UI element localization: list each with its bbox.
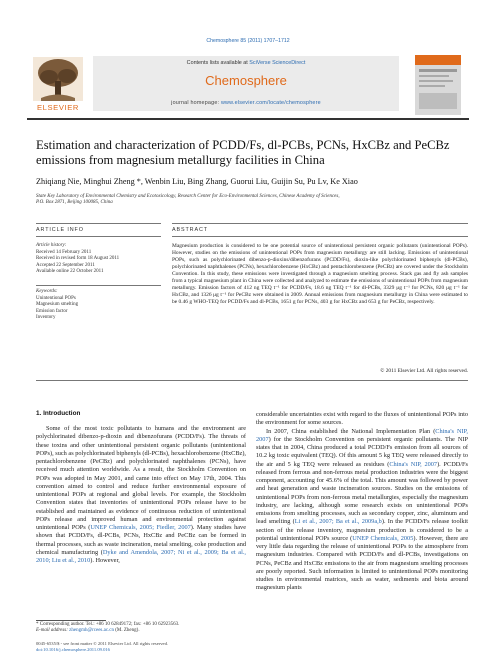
history-item: Accepted 22 September 2011 xyxy=(36,262,95,268)
article-title: Estimation and characterization of PCDD/Fs, dl-PCBs, PCNs, HxCBz and PeCBz emissions from magnesium metallurgy facilities in China xyxy=(36,138,450,167)
keywords-heading: Keywords: xyxy=(36,289,58,294)
reference-link[interactable]: UNEP Chemicals, 2005 xyxy=(352,534,414,542)
abstract-copyright: © 2011 Elsevier Ltd. All rights reserved. xyxy=(380,368,468,374)
keyword-item: Emission factor xyxy=(36,308,68,314)
affiliation xyxy=(36,194,456,207)
body-left-column xyxy=(36,425,246,565)
body-text: ). In the PCDD/Fs release toolkit section of the release inventory, magnesium production is considered to be a potential unintentional POPs source ( xyxy=(256,518,469,542)
reference-link[interactable]: China's NIP, 2007 xyxy=(389,460,438,468)
body-text: ). PCDD/Fs released from ferrous and non-ferrous metal production industries were the biggest component, accounting for 45.6% of the total. This amount was followed by power and heat generation and waste incineration sources. Studies on the emissions of unintentional POPs from non-ferrous metal metallurgies, especially the magnesium industry, are lacking, although some research exists on unintentional POPs emissions from smelting processes, such as secondary copper, zinc, aluminum and lead smelting ( xyxy=(256,460,468,526)
homepage-prefix: journal homepage: xyxy=(171,100,221,106)
keyword-item: Magnesium smelting xyxy=(36,302,79,307)
reference-link[interactable]: UNEP Chemicals, 2005; Fiedler, 2007 xyxy=(90,524,191,531)
email-link[interactable]: zhengmh@rcees.ac.cn xyxy=(69,628,115,634)
author-list: Zhiqiang Nie, Minghui Zheng *, Wenbin Liu, Bing Zhang, Guorui Liu, Guijin Su, Pu Lv, Ke Xiao xyxy=(36,177,358,186)
body-paragraph xyxy=(256,411,468,428)
journal-banner xyxy=(93,56,399,111)
elsevier-logo xyxy=(27,55,89,115)
header-rule xyxy=(27,118,469,120)
footnote-rule xyxy=(36,620,106,621)
article-info-label: ARTICLE INFO xyxy=(36,227,84,233)
journal-citation[interactable]: Chemosphere 85 (2011) 1707–1712 xyxy=(206,38,290,44)
body-text: ). However, there are very little data regarding the release of unintentional POPs to the atmosphere from magnesium industries. Compared with PCDD/Fs and dl-PCBs, investigations on PCNs, PeCBz and HxCBz emissions to the air from magnesium smelting processes are poorly reported. Such information is limited to unintentional POPs monitoring studies in environmental matrices, such as water, sediments and biota around magnesium plants xyxy=(256,534,468,592)
body-paragraph xyxy=(256,428,468,593)
history-heading: Article history: xyxy=(36,243,67,248)
email-suffix: (M. Zheng). xyxy=(114,628,140,634)
reference-link[interactable]: China's NIP, 2007 xyxy=(256,427,468,443)
journal-name[interactable]: Chemosphere xyxy=(205,73,287,88)
abstract-label: ABSTRACT xyxy=(172,227,208,233)
history-item: Received in revised form 18 August 2011 xyxy=(36,256,120,261)
section-heading-introduction: 1. Introduction xyxy=(36,410,81,417)
body-text: In 2007, China established the National Implementation Plan ( xyxy=(266,427,436,435)
abstract-top-rule xyxy=(172,223,468,224)
abstract-label-rule xyxy=(172,236,468,237)
body-paragraph xyxy=(36,425,246,565)
contents-prefix: Contents lists available at xyxy=(186,60,250,66)
abstract-text: Magnesium production is considered to be one potential source of unintentional persistent organic pollutants (unintentional POPs). However, studies on the emissions of unintentional POPs from magnesium metallurgy are still lacking. Emissions of unintentional POPs, such as polychlorinated dibenzo-p-dioxins/dibenzofurans (PCDD/Fs), dioxin-like polychlorinated biphenyls (dl-PCBs), polychlorinated naphthalenes (PCNs), hexachlorobenzene (HxCBz) and pentachlorobenzene (PeCBz) are covered under the Stockholm Convention. In this study, these emissions were investigated through a magnesium smelting process. Stack gas and fly ash samples from a typical magnesium plant in China were collected and analyzed to estimate the emissions of unintentional POPs from magnesium metallurgy. Emission factors of 412 ng TEQ t⁻¹ for PCDD/Fs, 18.6 ng TEQ t⁻¹ for dl-PCBs, 3329 μg t⁻¹ for PCNs, 820 μg t⁻¹ for HxCBz, and 1326 μg t⁻¹ for PeCBz were obtained in 2009. Annual emissions from magnesium metallurgy in China were estimated to be 0.46 g WHO-TEQ for PCDD/Fs and dl-PCBs, 1651 g for PCNs, 403 g for HxCBz and 653 g for PeCBz, respectively. xyxy=(172,243,468,306)
info-top-rule xyxy=(36,223,161,224)
journal-cover-image xyxy=(407,55,469,115)
info-mid-rule xyxy=(36,285,161,286)
article-meta xyxy=(36,641,246,653)
keyword-item: Inventory xyxy=(36,315,56,320)
doi-link[interactable]: doi:10.1016/j.chemosphere.2011.09.016 xyxy=(36,646,110,652)
issn-line: 0045-6535/$ - see front matter © 2011 Elsevier Ltd. All rights reserved. xyxy=(36,641,169,646)
journal-header xyxy=(27,55,469,115)
body-text: considerable uncertainties exist with regard to the fluxes of unintentional POPs into the environment for some sources. xyxy=(256,411,468,427)
journal-cover xyxy=(407,55,469,115)
body-text: ). Many studies have shown that PCDD/Fs, dl-PCBs, PCNs, HxCBz and PeCBz can be formed in thermal processes, such as waste incineration, metal smelting, coke production and chemical manufacturing ( xyxy=(36,524,246,556)
homepage-line xyxy=(93,100,399,106)
keywords xyxy=(36,289,166,322)
body-text: ) for the Stockholm Convention on persistent organic pollutants. The NIP states that in 2004, China produced a total PCDD/Fs emission from all sources of 10.2 kg toxic equivalent (TEQ). Of this amount 5 kg TEQ were released directly to the air and 5 kg TEQ were released as residues ( xyxy=(256,435,468,468)
corresponding-author-note: * Corresponding author. Tel.: +86 10 62849172; fax: +86 10 62923563. xyxy=(36,622,180,627)
article-history xyxy=(36,243,166,276)
affiliation-line-1: State Key Laboratory of Environmental Chemistry and Ecotoxicology, Research Center for Eco-Environmental Sciences, Chinese Academy of Sciences, xyxy=(36,194,340,199)
body-text: ). However, xyxy=(90,557,120,564)
publisher-name: ELSEVIER xyxy=(37,103,79,112)
sciencedirect-link[interactable]: SciVerse ScienceDirect xyxy=(249,60,306,66)
abstract-bottom-rule xyxy=(36,380,468,381)
contents-line xyxy=(93,60,399,66)
info-label-rule xyxy=(36,236,161,237)
email-line xyxy=(36,628,246,634)
history-item: Received 14 February 2011 xyxy=(36,249,92,255)
reference-link[interactable]: Li et al., 2007; Ba et al., 2009a,b xyxy=(294,518,382,526)
homepage-link[interactable]: www.elsevier.com/locate/chemosphere xyxy=(220,100,321,106)
body-text: Some of the most toxic pollutants to humans and the environment are polychlorinated dibenzo-p-dioxin and dibenzofurans (PCDD/Fs). The threats of these toxins and other unintentional persistent organic pollutants (unintentional POPs), such as polychlorinated biphenyls (dl-PCBs), hexachlorobenzene (HxCBz), pentachlorobenzene (PeCBz) and polychlorinated naphthalenes (PCNs), have received much attention worldwide. As a result, the Stockholm Convention on POPs was adopted in May 2001, and came into effect on May 17th, 2004. This convention aimed to control and reduce further environmental exposure of unintentional POPs at regional and global levels. For example, the Stockholm Convention states that inventories of unintentional POPs release have to be established and maintained as evidence of continuous reduction of unintentional POPs release and improved human and environmental protection against unintentional POPs ( xyxy=(36,425,246,531)
keyword-item: Unintentional POPs xyxy=(36,295,76,301)
history-item: Available online 22 October 2011 xyxy=(36,269,104,274)
reference-link[interactable]: Dyke and Amendola, 2007; Ni et al., 2009; Ba et al., 2010; Liu et al., 2010 xyxy=(36,548,246,564)
affiliation-line-2: P.O. Box 2871, Beijing 100085, China xyxy=(36,200,113,206)
email-prefix: E-mail address: xyxy=(36,628,70,634)
body-right-column xyxy=(256,411,468,593)
footnote xyxy=(36,622,246,635)
